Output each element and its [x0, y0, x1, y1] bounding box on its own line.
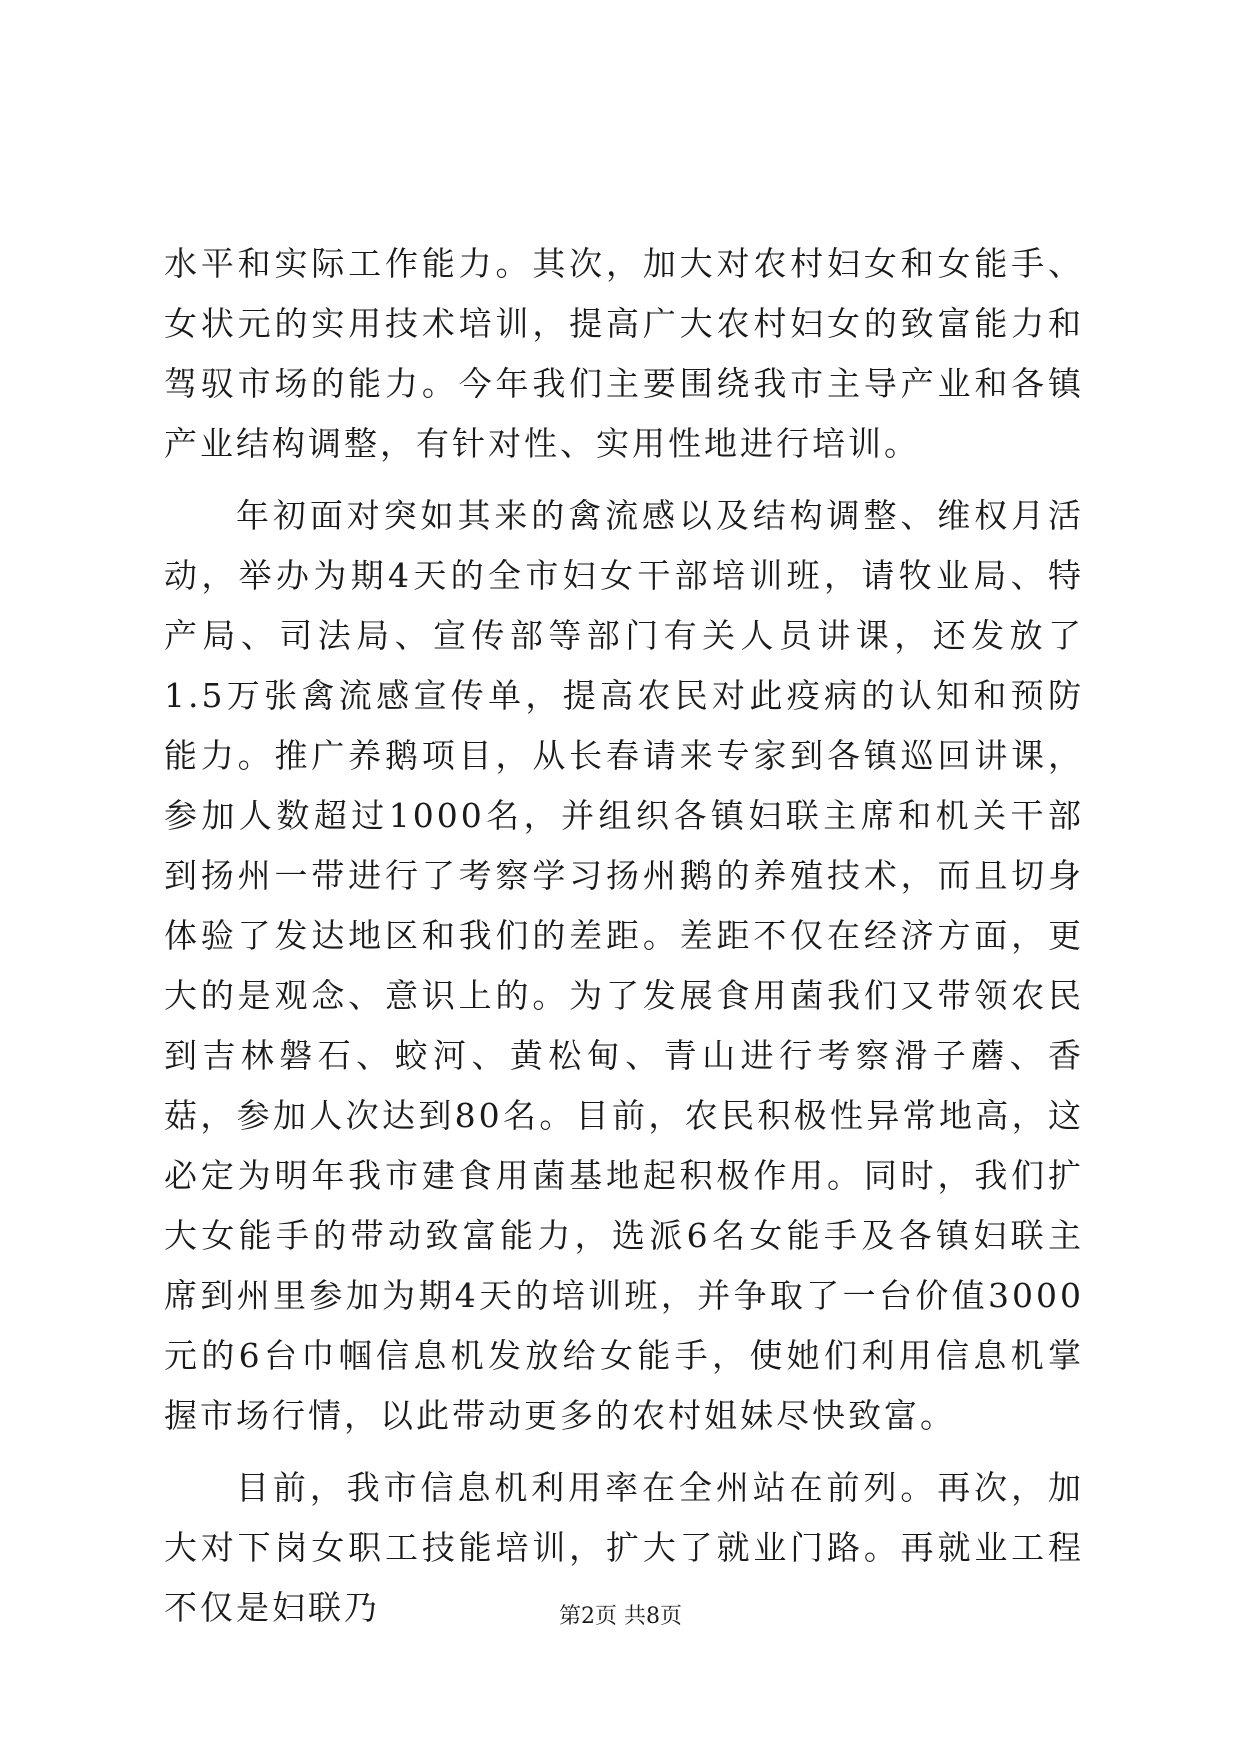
page-footer: [0, 1602, 1241, 1632]
page-number: 第2页 共8页: [559, 1604, 682, 1629]
document-body: [164, 234, 1084, 1638]
paragraph-3: 目前，我市信息机利用率在全州站在前列。再次，加大对下岗女职工技能培训，扩大了就业门路。再就业工程不仅是妇联乃: [164, 1468, 1084, 1627]
paragraph-2: 年初面对突如其来的禽流感以及结构调整、维权月活动，举办为期4天的全市妇女干部培训班，请牧业局、特产局、司法局、宣传部等部门有关人员讲课，还发放了1.5万张禽流感宣传单，提高农民对此疫病的认知和预防能力。推广养鹅项目，从长春请来专家到各镇巡回讲课，参加人数超过1000名，并组织各镇妇联主席和机关干部到扬州一带进行了考察学习扬州鹅的养殖技术，而且切身体验了发达地区和我们的差距。差距不仅在经济方面，更大的是观念、意识上的。为了发展食用菌我们又带领农民到吉林磐石、蛟河、黄松甸、青山进行考察滑子蘑、香菇，参加人次达到80名。目前，农民积极性异常地高，这必定为明年我市建食用菌基地起积极作用。同时，我们扩大女能手的带动致富能力，选派6名女能手及各镇妇联主席到州里参加为期4天的培训班，并争取了一台价值3000元的6台巾帼信息机发放给女能手，使她们利用信息机掌握市场行情，以此带动更多的农村姐妹尽快致富。: [164, 496, 1084, 1435]
paragraph-1: 水平和实际工作能力。其次，加大对农村妇女和女能手、女状元的实用技术培训，提高广大农村妇女的致富能力和驾驭市场的能力。今年我们主要围绕我市主导产业和各镇产业结构调整，有针对性、实用性地进行培训。: [164, 244, 1084, 463]
